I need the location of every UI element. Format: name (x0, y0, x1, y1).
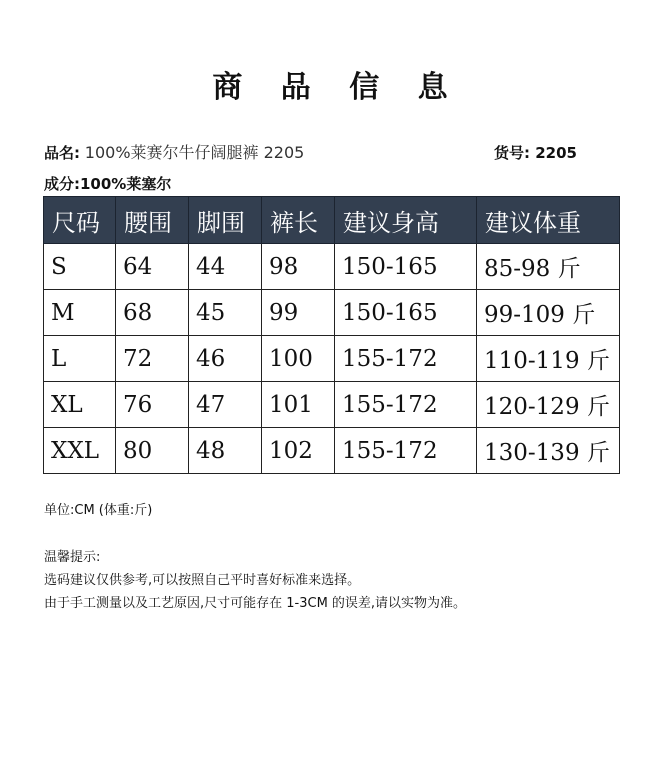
size-table (43, 196, 620, 474)
header-weight: 建议体重 (477, 197, 620, 244)
table-row (44, 244, 620, 290)
header-size: 尺码 (44, 197, 116, 244)
page-title: 商 品 信 息 (212, 70, 462, 105)
tip-line-1: 选码建议仅供参考,可以按照自己平时喜好标准来选择。 (44, 573, 361, 588)
material-value: 100%莱塞尔 (80, 175, 172, 193)
table-cell: 72 (116, 336, 189, 382)
table-cell: 76 (116, 382, 189, 428)
sku-row (494, 142, 577, 163)
material-row (44, 173, 171, 194)
table-cell: XL (44, 382, 116, 428)
table-cell: L (44, 336, 116, 382)
header-length: 裤长 (262, 197, 335, 244)
table-cell: 130-139 斤 (477, 428, 620, 474)
table-cell: 64 (116, 244, 189, 290)
product-name-value: 100%莱赛尔牛仔阔腿裤 2205 (84, 143, 305, 162)
table-cell: 45 (189, 290, 262, 336)
table-row (44, 428, 620, 474)
table-cell: S (44, 244, 116, 290)
table-cell: 80 (116, 428, 189, 474)
table-cell: 101 (262, 382, 335, 428)
table-cell: 155-172 (335, 336, 477, 382)
sku-value: 2205 (535, 144, 577, 162)
table-cell: 155-172 (335, 382, 477, 428)
material-label: 成分: (44, 175, 80, 193)
table-cell: XXL (44, 428, 116, 474)
table-row (44, 290, 620, 336)
table-cell: 110-119 斤 (477, 336, 620, 382)
header-waist: 腰围 (116, 197, 189, 244)
table-cell: 120-129 斤 (477, 382, 620, 428)
tips-title: 温馨提示: (44, 550, 101, 565)
table-row (44, 336, 620, 382)
header-leg-opening: 脚围 (189, 197, 262, 244)
table-cell: 47 (189, 382, 262, 428)
table-cell: 68 (116, 290, 189, 336)
table-cell: 150-165 (335, 290, 477, 336)
table-cell: 85-98 斤 (477, 244, 620, 290)
product-name-label: 品名: (44, 144, 80, 162)
header-height: 建议身高 (335, 197, 477, 244)
tip-line-2: 由于手工测量以及工艺原因,尺寸可能存在 1-3CM 的误差,请以实物为准。 (44, 596, 467, 611)
table-header-row (44, 197, 620, 244)
table-cell: 100 (262, 336, 335, 382)
sku-label: 货号: (494, 144, 530, 162)
table-cell: 102 (262, 428, 335, 474)
unit-note: 单位:CM (体重:斤) (44, 503, 153, 518)
product-name-row (44, 140, 304, 163)
table-cell: M (44, 290, 116, 336)
table-cell: 44 (189, 244, 262, 290)
table-cell: 48 (189, 428, 262, 474)
table-cell: 46 (189, 336, 262, 382)
table-cell: 155-172 (335, 428, 477, 474)
table-cell: 99 (262, 290, 335, 336)
table-cell: 99-109 斤 (477, 290, 620, 336)
table-cell: 150-165 (335, 244, 477, 290)
table-row (44, 382, 620, 428)
table-cell: 98 (262, 244, 335, 290)
